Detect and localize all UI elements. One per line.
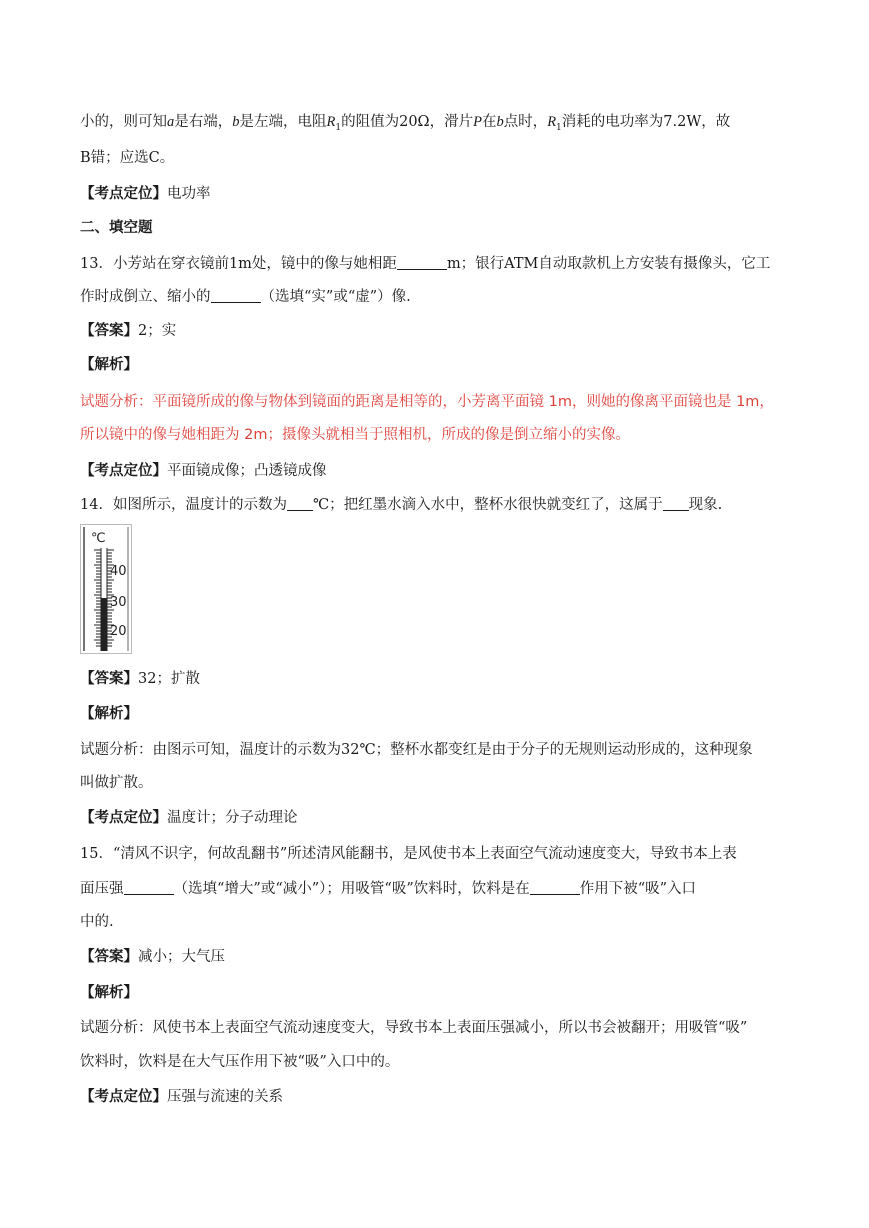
answer-blank: [287, 496, 313, 511]
text: 点时，: [503, 114, 548, 130]
kaodian-line: [80, 808, 800, 828]
explanation-line: 饮料时，饮料是在大气压作用下被“吸”入口中的。: [80, 1054, 400, 1070]
variable-a: a: [167, 114, 175, 130]
text: 面压强: [80, 881, 124, 897]
question-15-line2: [80, 879, 800, 899]
answer-blank: [530, 880, 580, 895]
explanation-line: 试题分析：风使书本上表面空气流动速度变大，导致书本上表面压强减小，所以书会被翻开；用吸管“吸”: [80, 1020, 748, 1036]
explanation-line: 试题分析：由图示可知，温度计的示数为32℃；整杯水都变红是由于分子的无规则运动形成的，这种现象: [80, 742, 753, 758]
answer-line: [80, 321, 800, 341]
answer-text: 2；实: [138, 323, 177, 339]
kaodian-line: [80, 184, 800, 204]
kaodian-label: 【考点定位】: [80, 809, 167, 826]
explanation-line: [80, 112, 800, 138]
kaodian-line: [80, 461, 800, 481]
text: 是左端，电阻: [239, 114, 327, 130]
tick-label-20: 20: [110, 624, 127, 639]
kaodian-label: 【考点定位】: [80, 1088, 167, 1105]
kaodian-text: 平面镜成像；凸透镜成像: [167, 463, 327, 479]
answer-blank: [663, 496, 689, 511]
answer-blank: [211, 288, 261, 303]
jiexi-label: 【解析】: [80, 984, 138, 1001]
text: （选填“增大”或“减小”）；用吸管“吸”饮料时，饮料是在: [173, 881, 530, 897]
red-explanation-line: 所以镜中的像与她相距为 2m；摄像头就相当于照相机，所成的像是倒立缩小的实像。: [80, 427, 630, 443]
explanation-line: 叫做扩散。: [80, 775, 153, 791]
answer-line: [80, 669, 800, 689]
question-15-line1: 15．“清风不识字，何故乱翻书”所述清风能翻书，是风使书本上表面空气流动速度变大，导致书本上表: [80, 846, 737, 862]
text: 14．如图所示，温度计的示数为: [80, 497, 287, 513]
red-explanation-line: 试题分析：平面镜所成的像与物体到镜面的距离是相等的，小芳离平面镜 1m，则她的像离平面镜也是 1m，: [80, 394, 774, 410]
section-title: 二、填空题: [80, 219, 153, 236]
question-15-line3: 中的.: [80, 914, 114, 930]
answer-text: 32；扩散: [138, 671, 200, 687]
answer-label: 【答案】: [80, 322, 138, 339]
subscript: 1: [556, 122, 562, 133]
jiexi-label: 【解析】: [80, 705, 138, 722]
variable-r: R: [547, 114, 557, 130]
text: 小的，则可知: [80, 114, 167, 130]
answer-label: 【答案】: [80, 670, 138, 687]
text: 的阻值为20Ω，滑片: [341, 114, 474, 130]
thermometer-figure: [80, 524, 132, 654]
kaodian-label: 【考点定位】: [80, 462, 167, 479]
mercury-column: [102, 598, 107, 651]
text: 作时成倒立、缩小的: [80, 289, 211, 305]
answer-blank: [124, 880, 174, 895]
question-13-line1: [80, 254, 800, 274]
text: 是右端，: [174, 114, 233, 130]
variable-p: P: [473, 114, 482, 130]
kaodian-line: [80, 1087, 800, 1107]
tick-label-40: 40: [110, 564, 127, 579]
kaodian-label: 【考点定位】: [80, 185, 167, 202]
kaodian-text: 温度计；分子动理论: [167, 810, 298, 826]
explanation-line: B错；应选C。: [80, 150, 175, 166]
jiexi-label: 【解析】: [80, 356, 138, 373]
kaodian-text: 电功率: [167, 186, 211, 202]
tick-label-30: 30: [110, 595, 127, 610]
variable-b: b: [232, 114, 240, 130]
answer-label: 【答案】: [80, 948, 138, 965]
text: 作用下被“吸”入口: [579, 881, 697, 897]
question-14: [80, 495, 800, 515]
variable-r: R: [326, 114, 336, 130]
answer-text: 减小；大气压: [138, 949, 225, 965]
answer-line: [80, 947, 800, 967]
kaodian-text: 压强与流速的关系: [167, 1089, 283, 1105]
text: 消耗的电功率为7.2W，故: [561, 114, 731, 130]
question-13-line2: [80, 287, 800, 307]
text: ℃；把红墨水滴入水中，整杯水很快就变红了，这属于: [312, 497, 663, 513]
unit-label: ℃: [91, 531, 106, 546]
text: 在: [481, 114, 497, 130]
text: （选填“实”或“虚”）像.: [260, 289, 411, 305]
subscript: 1: [335, 122, 342, 133]
text: m；银行ATM自动取款机上方安装有摄像头，它工: [446, 256, 771, 272]
text: 现象.: [688, 497, 723, 513]
answer-blank: [397, 255, 447, 270]
text: 13．小芳站在穿衣镜前1m处，镜中的像与她相距: [80, 256, 397, 272]
variable-b: b: [496, 114, 504, 130]
